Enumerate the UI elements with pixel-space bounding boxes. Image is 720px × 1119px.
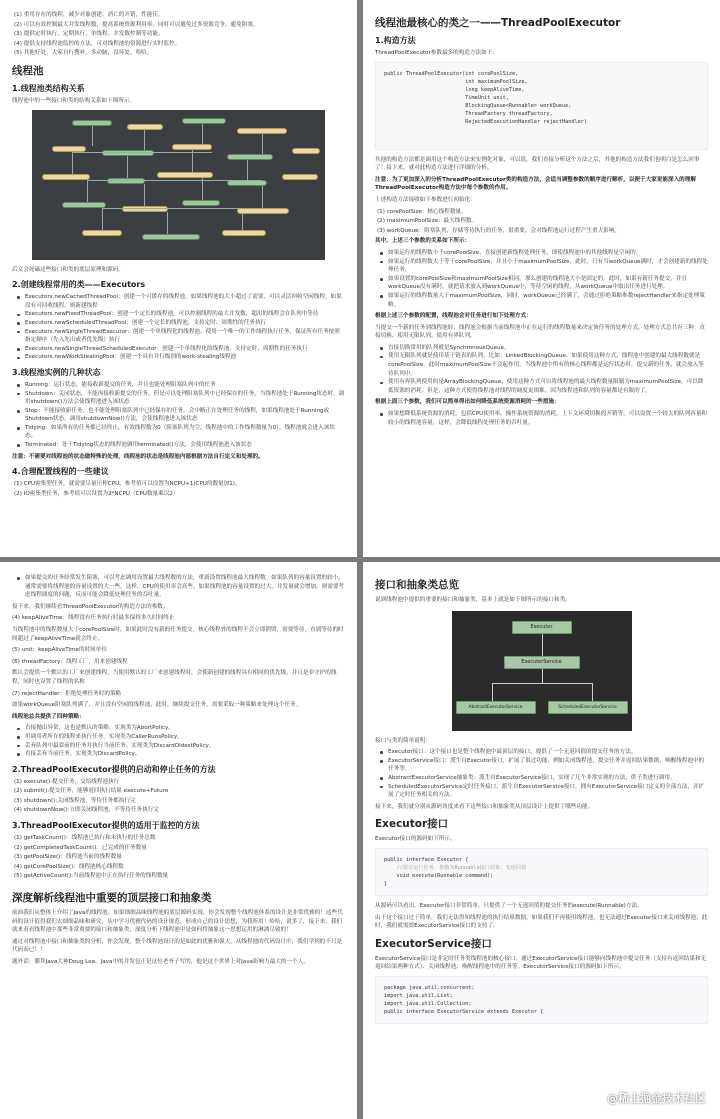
paragraph: 线程池中的一些接口和类的结构关系如下图所示。 [12,97,136,104]
heading-executor-interface: Executor接口 [375,818,449,831]
config-item: (2) IO密集型任务，参考值可以设置为2*NCPU（CPU数量乘以2） [14,490,179,497]
list-item: Executors.newFixedThreadPool：创建一个定长的线程池，可以控制线程的最大并发数，超出的线程会在队列中等待 [12,310,345,319]
list-item: 如果设置的corePoolSize和maximumPoolSize相同，那么创建的线程池大小是固定的，此时，如果有新任务提交，并且workQueue没有满时，就把请求放入到workQueue中，等待空闲的线程，从workQueue中取出任务进行处理。 [375,275,708,292]
list-item: 使用有界队列使用的是ArrayBlockingQueue，使用这种方式可以将线程池的最大线程数量限制为maximumPoolSize，可以降低资源的消耗。但是，这种方式使得线程池对线程的调度更困难，因为线程池和队列的容量都是有限的了。 [375,378,708,395]
paragraph: 通过对线程池中接口和抽象类的分析，你会发现，整个线程池设计的是如此的优雅和强大，从线程池的代码设计中，我们学到的不只是代码而已！！ [12,938,343,954]
code-line: TimeUnit unit, [384,94,509,101]
code-line: public ThreadPoolExecutor(int corePoolSize, [384,70,519,77]
param-item: (2) maximumPoolSize：最大线程数。 [377,218,478,225]
list-item: Running：运行状态，能接收新提交的任务，并且也能处理阻塞队列中的任务 [12,381,345,390]
code-line: RejectedExecutionHandler rejectHandler) [384,118,588,125]
config-item: (1) CPU密集型任务，就需要尽量压榨CPU，参考值可以设置为NCPU+1(CPU的数量加1)。 [14,481,241,488]
param-heading: (4) keepAliveTime：线程没有任务执行时最多保持多久时间终止 [12,615,175,622]
document-page-2 [363,0,720,557]
list-item: AbstractExecutorService抽象类：派生自ExecutorService接口，实现了几个非常实现的方法，供子类进行调用。 [375,774,708,783]
bold-paragraph: 根据上述三个参数的配置，线程池会对任务进行如下处理方式： [375,313,532,320]
list-item: 如果想降低系统资源的消耗，包括CPU使用率，操作系统资源的消耗，上下文环境切换的开销等，可以设置一个较大的队列容量和较小的线程池容量。这样，会降低线程处理任务的吞吐量。 [375,410,708,427]
heading-threadpoolexecutor: 线程池最核心的类之一——ThreadPoolExecutor [375,17,621,29]
uml-node-scheduled-executor-service: ScheduledExecutorService [548,701,628,714]
document-page-1 [0,0,357,557]
code-line: public interface Executor { [384,856,469,863]
param-item: (1) corePoolSize：核心线程数量。 [377,208,467,215]
note-paragraph: 注意：为了更加深入的分析ThreadPoolExecutor类的构造方法，会适当调整参数的顺序进行解析，以便于大家更能深入的理解ThreadPoolExecutor构造方法中每个参数的作用。 [375,176,696,192]
method-item: (4) getCorePoolSize()：线程池核心线程数 [14,863,124,870]
paragraph: 其他的构造方法都是调用这个构造方法来实例化对象，可以说，我们直接分析这个方法之后，其他的构造方法我们也明白是怎么回事了！接下来，就对此构造方法进行详细的分析。 [375,156,700,172]
document-page-4 [363,562,720,1119]
code-line: int maximumPoolSize, [384,78,528,85]
reduce-list [375,410,708,427]
list-item: Executors.newSingleThreadScheduledExecutor：创建一个单线程化的线程池，支持定时、周期性的任务执行 [12,345,345,354]
code-block-executor [375,848,708,896]
uml-node-abstract-executor-service: AbstractExecutorService [456,701,536,714]
code-line: public interface ExecutorService extends Executor { [384,1008,544,1015]
brief-list [375,748,708,800]
method-item: (4) shutdownNow():立即关闭线程池，不等待任务执行完 [14,807,159,814]
paragraph: 说到线程池中提供的重要的接口和抽象类，基本上就是如下图所示的接口和类。 [375,597,571,603]
paragraph: 当线程池中的线程数量大于corePoolSize时，如果此时没有新的任务提交，核心线程外的线程不会立即销毁，需要等待，直到等待的时间超过了keepAliveTime就会终止。 [12,626,344,642]
bold-paragraph: 根据上面三个参数，我们可以简单得出如何降低系统资源消耗的一些措施： [375,399,560,406]
method-item: (2) submit():提交任务，能够返回执行结果 execute+Future [14,788,169,795]
paragraph: 后文会死磕这些接口和类的底层原理和源码。 [12,266,124,273]
list-item: 用调用者所在的线程来执行任务。实现类为CallerRunsPolicy。 [12,733,345,742]
uml-diagram [452,611,632,731]
method-item: (1) execute():提交任务，交给线程池执行 [14,778,120,785]
code-line: import java.util.Collection; [384,1000,472,1007]
relation-list [375,249,708,309]
paragraph: 上述构造方法接收如下参数进行初始化： [375,196,476,203]
intro-item: (1) 重用存在的线程，减少对象创建、消亡的开销，性能佳。 [14,12,164,18]
queue-list [375,344,708,396]
heading-config-advice: 4.合理配置线程的一些建议 [12,467,109,477]
method-item: (3) getPoolSize()：线程池当前的线程数量 [14,854,122,861]
bold-paragraph: 其中，上述三个参数的关系如下所示： [375,238,471,245]
list-item: Shutdown：关闭状态，不能再接收新提交的任务，但是可以处理阻塞队列中已经保存的任务，当线程池处于Running状态时，调用shutdown()方法会使线程池进入该状态 [12,390,345,407]
code-block-executorservice [375,976,708,1024]
intro-item: (2) 可以有效控制最大并发线程数，提高系统资源利用率，同时可以避免过多资源竞争，避免阻塞。 [14,21,259,28]
list-item: 如果运行的线程数量大于maximumPoolSize，同时，workQueue已经满了，会通过拒绝策略参数rejectHandler来指定处理策略。 [375,292,708,309]
watermark-text: @稀土掘金技术社区 [607,1092,706,1105]
param-heading: (5) unit：keepAliveTime的时间单位 [12,647,107,654]
heading-class-structure: 1.线程池类结构关系 [12,83,85,93]
list-item: Executor接口：这个接口也是整个线程池中最顶层的接口，提供了一个无返回值的提交任务的方法。 [375,748,708,757]
intro-item: (4) 提供支持线程池监控的方法，可对线程池的资源进行实时监控。 [14,40,181,47]
intro-item: (5) 其他好处，大家自行搜补，多动脑，没坏处，哈哈。 [14,50,153,57]
heading-overview: 接口和抽象类总览 [375,579,459,591]
heading-monitor-methods: 3.ThreadPoolExecutor提供的适用于监控的方法 [12,821,200,831]
intro-list [12,11,345,58]
list-item: 直接丢弃当前任务。实现类为DiscardPolicy。 [12,750,345,759]
paragraph: 由于这个接口过于简单，我们无法得知线程池的执行结果数据，如果我们不再使用线程池，也无法通过Executor接口来关闭线程池。此时，我们就需要ExecutorService接口的支持了。 [375,914,708,930]
class-hierarchy-diagram [32,110,325,260]
list-item: 丢弃队列中最靠前的任务并执行当前任务。实现类为DiscardOldestPolicy。 [12,742,345,751]
paragraph: 默认会提供一个默认的工厂来创建线程，当使用默认的工厂来创建线程时，会使新创建的线程具有相同的优先级，并且是非守护的线程，同时也设置了线程的名称 [12,670,337,685]
list-item: Executors.newSingleThreadExecutor：创建一个单线程化的线程池，使用一个唯一的工作线程执行任务，保证所有任务按照指定顺序（先入先出或者优先级）执行 [12,328,345,345]
code-line: import java.util.List; [384,992,453,999]
document-page-3 [0,562,357,1119]
executors-list [12,293,345,362]
heading-lifecycle-methods: 2.ThreadPoolExecutor提供的启动和停止任务的方法 [12,764,216,774]
heading-pool-states: 3.线程池实例的几种状态 [12,367,101,377]
paragraph: 从源码可以看出，Executor接口非常简单，只提供了一个无返回值的提交任务的execute(Runnable)方法。 [375,902,643,909]
uml-node-executor-service: ExecutorService [504,656,580,669]
param-heading: (6) threadFactory：线程工厂，用来创建线程 [12,658,128,665]
bold-paragraph: 线程池总共提供了四种策略： [12,713,85,720]
heading-executorservice-interface: ExecutorService接口 [375,937,492,950]
section-heading-thread-pool: 线程池 [12,64,44,77]
method-item: (3) shutdown():关闭线程池，等待任务都执行完 [14,797,136,804]
param-heading: (7) rejectHandler：拒绝处理任务时的策略 [12,690,122,697]
method-item: (5) getActiveCount():当前线程池中正在执行任务的线程数量 [14,873,169,880]
code-line: BlockingQueue<Runnable> workQueue, [384,102,572,109]
paragraph: 前面我们从整体上介绍了Java的线程池。如果细细品味线程池的底层源码实现，你会发现整个线程池体系的设计是非常优雅的！这些代码的设计值得我们去细细品味和研究，从中学习优雅代码的设计规范，形成自己的设计思想，为我所用！哈哈，说多了，接下来，我们就来看看线程池中那些非常重要的接口和抽象类，深度分析下线程池中是如何将抽象这一思想运用的淋漓尽致的！ [12,910,343,934]
list-item: Executors.newWorkStealingPool：创建一个具有并行级别的work-stealing线程池 [12,353,345,362]
list-item: 直接抛出异常，这也是默认的策略。实现类为AbortPolicy。 [12,724,345,733]
list-item: ScheduledExecutorService定时任务接口，派生自ExecutorService接口，拥有ExecutorService接口定义的全部方法，并扩展了定时任务相关的方法。 [375,783,708,800]
list-item: Executors.newCachedThreadPool：创建一个可缓存的线程池，如果线程池的大小超过了需要，可以灵活回收空闲线程，如果没有可回收线程，则新建线程 [12,293,345,310]
code-comment: //提交运行任务，参数为Runnable接口对象，无返回值 [384,864,527,871]
list-item: 如果提交的任务经常发生阻塞，可以考虑调用设置最大线程数的方法，重新设置线程池最大线程数。如果队列的容量设置的较小，通常需要将线程池的容量设置的大一些，这样，CPU的使用率会高些。如果线程池的容量设置的过大，并发量就会增加，则需要考虑线程调度的问题，反而可能会降低处理任务的吞吐量。 [12,574,345,600]
code-block-constructor [375,62,708,150]
method-item: (1) getTaskCount()：线程池已执行和未执行的任务总数 [14,835,156,842]
list-item: Executors.newScheduledThreadPool：创建一个定长的线程池，支持定时、周期性的任务执行 [12,319,345,328]
list-item: 使用无限队列就是使用基于链表的队列，比如：LinkedBlockingQueue，如果使用这种方式，线程池中创建的最大线程数就是corePoolSize，此时maximumPoolSize不会起作用。当线程池中所有的核心线程都是运行状态时，提交新的任务，就会放入等待队列中。 [375,352,708,378]
code-line: package java.util.concurrent; [384,984,475,991]
paragraph: 接下来，我们就分别从源码角度来看下这些接口和抽象类从顶层设计上提供了哪些功能。 [375,803,594,810]
list-item: Stop：不能接收新任务，也不能处理阻塞队列中已经保存的任务，会中断正在处理任务的线程，如果线程池处于Running或Shutdown状态，调用shutdownNow()方法，会使线程池进入该状态 [12,407,345,424]
code-line: long keepAliveTime, [384,86,525,93]
watermark [607,1090,706,1107]
method-item: (2) getCompletedTaskCount()：已完成的任务数量 [14,844,147,851]
list-item: Tidying：如果所有的任务都已经终止，有效线程数为0（阻塞队列为空，线程池中的工作线程数量为0），线程池就会进入该状态。 [12,424,345,441]
list-item: ExecutorService接口：派生自Executor接口，扩展了很过功能，例如关闭线程池，提交任务并返回结果数据、唤醒线程池中的任务等。 [375,757,708,774]
states-list [12,381,345,450]
heading-executors: 2.创建线程常用的类——Executors [12,280,146,290]
paragraph: 接下来，我们继续看ThreadPoolExecutor的构造方法的参数。 [12,603,169,610]
paragraph: ThreadPoolExecutor参数最多的构造方法如下： [375,50,498,56]
code-line: } [384,880,388,887]
code-line: ThreadFactory threadFactory, [384,110,553,117]
paragraph: 题外话：膜拜Java大神Doug Lea，Java中的并发包正是这位老爷子写的，他是这个世界上对Java影响力最大的一个人。 [12,959,309,965]
paragraph: 如果workQueue阻塞队列满了，并且没有空闲的线程池，此时，继续提交任务，需要采取一种策略来处理这个任务。 [12,702,302,709]
paragraph: ExecutorService接口是非定时任务类线程池的核心接口，通过ExecutorService接口能够向线程池中提交任务（支持有返回结果和无返回结果两种方式）、关闭线程池、唤醒线程池中的任务等。ExecutorService接口的源码如下所示。 [375,955,707,971]
param-item: (3) workQueue：阻塞队列，存储等待执行的任务，很重要，会对线程池运行过程产生重大影响。 [377,227,620,234]
list-item: 如果运行的线程数小于corePoolSize，直接创建新线程处理任务，即使线程池中的其他线程是空闲的。 [375,249,708,258]
list-item: 如果运行的线程数大于等于corePoolSize，并且小于maximumPoolSize，此时，只有当workQueue满时，才会创建新的线程处理任务。 [375,258,708,275]
code-line: void execute(Runnable command); [384,872,494,879]
heading-deep-analysis: 深度解析线程池中重要的顶层接口和抽象类 [12,892,212,905]
paragraph: 接口与类的简单说明： [375,737,431,744]
top-list [12,574,345,600]
paragraph: 当提交一个新的任务到线程池时，线程池会根据当前线程池中正在运行的线程数量来决定该任务的处理方式。处理方式总共有三种：直接切换、使用无限队列、使用有界队列。 [375,324,706,340]
paragraph: Executor接口的源码如下所示。 [375,836,456,843]
note-paragraph: 注意：不需要对线程池的状态做特殊的处理，线程池的状态是线程池内部根据方法自行定义和处理的。 [12,453,264,460]
heading-constructor: 1.构造方法 [375,36,416,45]
policy-list [12,724,345,758]
list-item: 直接切换常用的队列就是SynchronousQueue。 [375,344,708,353]
list-item: Terminated：处于Tidying状态的线程池调用terminated()方法，会使用线程池进入该状态 [12,441,345,450]
intro-item: (3) 提供定时执行、定期执行、单线程、并发数控制等功能。 [14,31,164,38]
uml-node-executor: Executor [512,621,572,634]
